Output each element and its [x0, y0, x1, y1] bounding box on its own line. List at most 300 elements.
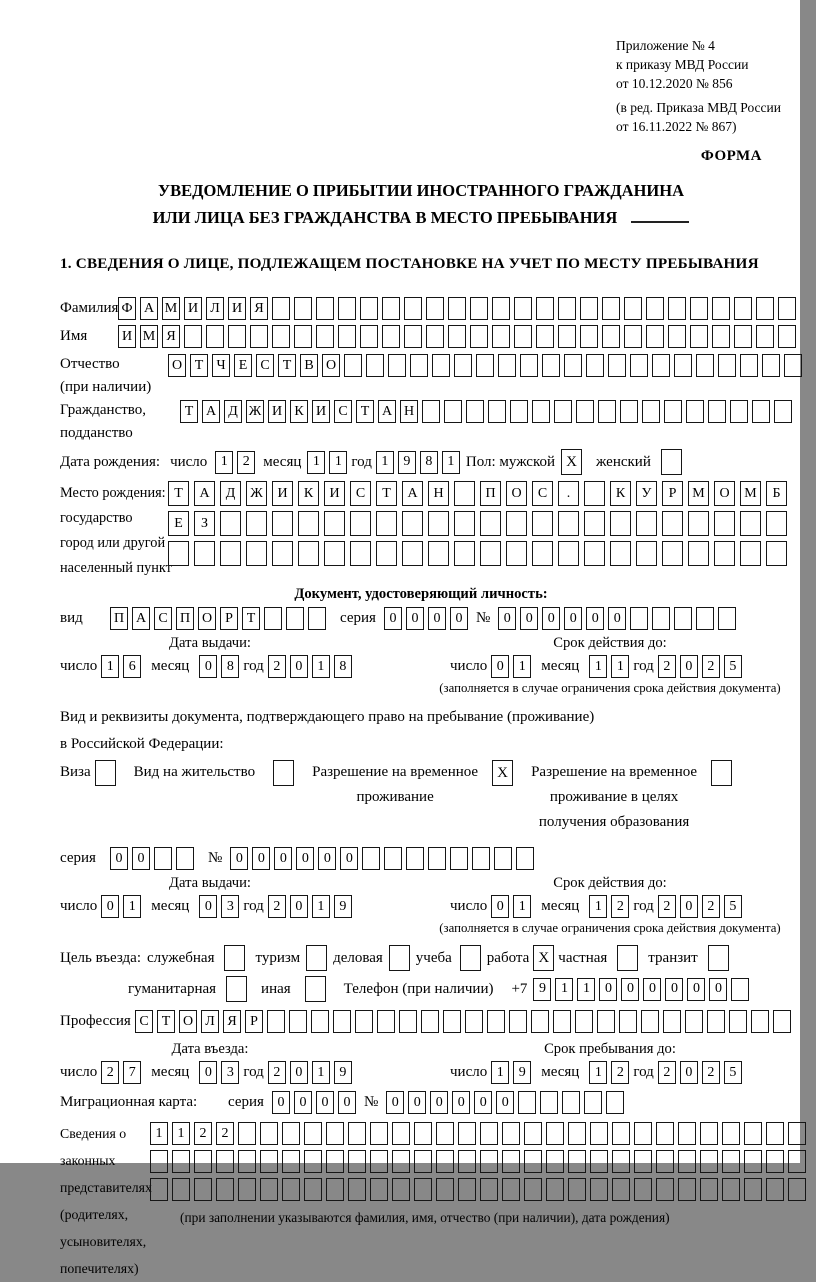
char-cell[interactable] — [641, 1010, 659, 1033]
char-cell[interactable]: 1 — [376, 451, 394, 474]
char-cell[interactable] — [564, 354, 582, 377]
char-cell[interactable] — [766, 1122, 784, 1145]
char-cell[interactable]: 8 — [420, 451, 438, 474]
char-cell[interactable]: О — [168, 354, 186, 377]
char-cell[interactable] — [740, 354, 758, 377]
char-cell[interactable] — [282, 1178, 300, 1201]
char-cell[interactable]: К — [610, 481, 631, 506]
char-cell[interactable] — [620, 400, 638, 423]
char-cell[interactable]: Т — [376, 481, 397, 506]
char-cell[interactable]: 1 — [312, 655, 330, 678]
char-cell[interactable] — [656, 1150, 674, 1173]
char-cell[interactable] — [766, 1178, 784, 1201]
char-cell[interactable] — [436, 1150, 454, 1173]
char-cell[interactable] — [324, 541, 345, 566]
char-cell[interactable] — [540, 1091, 558, 1114]
char-cell[interactable]: И — [268, 400, 286, 423]
char-cell[interactable] — [388, 354, 406, 377]
char-cell[interactable] — [498, 354, 516, 377]
char-cell[interactable] — [454, 541, 475, 566]
char-cell[interactable]: 0 — [680, 655, 698, 678]
char-cell[interactable]: 0 — [498, 607, 516, 630]
char-cell[interactable] — [502, 1150, 520, 1173]
char-cell[interactable] — [652, 607, 670, 630]
char-cell[interactable] — [238, 1122, 256, 1145]
purpose-transit-checkbox[interactable] — [708, 945, 729, 971]
char-cell[interactable] — [606, 1091, 624, 1114]
char-cell[interactable]: И — [272, 481, 293, 506]
char-cell[interactable]: 0 — [586, 607, 604, 630]
char-cell[interactable]: О — [322, 354, 340, 377]
char-cell[interactable] — [700, 1178, 718, 1201]
char-cell[interactable] — [756, 325, 774, 348]
char-cell[interactable] — [568, 1178, 586, 1201]
char-cell[interactable]: 0 — [199, 655, 217, 678]
char-cell[interactable] — [502, 1122, 520, 1145]
char-cell[interactable] — [788, 1178, 806, 1201]
char-cell[interactable]: 1 — [513, 655, 531, 678]
char-cell[interactable] — [338, 297, 356, 320]
char-cell[interactable] — [524, 1150, 542, 1173]
char-cell[interactable]: С — [532, 481, 553, 506]
char-cell[interactable] — [428, 511, 449, 536]
char-cell[interactable]: Т — [242, 607, 260, 630]
char-cell[interactable] — [518, 1091, 536, 1114]
char-cell[interactable] — [480, 511, 501, 536]
char-cell[interactable]: 2 — [194, 1122, 212, 1145]
char-cell[interactable] — [480, 1178, 498, 1201]
char-cell[interactable] — [360, 325, 378, 348]
char-cell[interactable] — [634, 1178, 652, 1201]
char-cell[interactable] — [392, 1178, 410, 1201]
char-cell[interactable] — [316, 297, 334, 320]
char-cell[interactable] — [421, 1010, 439, 1033]
char-cell[interactable] — [382, 297, 400, 320]
char-cell[interactable] — [636, 511, 657, 536]
char-cell[interactable] — [514, 297, 532, 320]
char-cell[interactable] — [584, 541, 605, 566]
char-cell[interactable] — [586, 354, 604, 377]
char-cell[interactable] — [246, 511, 267, 536]
char-cell[interactable] — [590, 1178, 608, 1201]
char-cell[interactable]: 0 — [274, 847, 292, 870]
char-cell[interactable] — [722, 1150, 740, 1173]
char-cell[interactable] — [272, 297, 290, 320]
char-cell[interactable] — [729, 1010, 747, 1033]
char-cell[interactable] — [678, 1178, 696, 1201]
char-cell[interactable]: 0 — [430, 1091, 448, 1114]
char-cell[interactable]: 2 — [268, 655, 286, 678]
char-cell[interactable]: Р — [220, 607, 238, 630]
char-cell[interactable] — [410, 354, 428, 377]
char-cell[interactable] — [778, 297, 796, 320]
char-cell[interactable]: 7 — [123, 1061, 141, 1084]
char-cell[interactable]: 9 — [398, 451, 416, 474]
char-cell[interactable] — [590, 1122, 608, 1145]
char-cell[interactable]: 0 — [496, 1091, 514, 1114]
char-cell[interactable] — [575, 1010, 593, 1033]
char-cell[interactable] — [553, 1010, 571, 1033]
char-cell[interactable]: Т — [157, 1010, 175, 1033]
char-cell[interactable] — [260, 1178, 278, 1201]
char-cell[interactable]: Ч — [212, 354, 230, 377]
char-cell[interactable] — [492, 297, 510, 320]
char-cell[interactable] — [619, 1010, 637, 1033]
char-cell[interactable] — [558, 541, 579, 566]
char-cell[interactable] — [740, 511, 761, 536]
char-cell[interactable]: 0 — [450, 607, 468, 630]
char-cell[interactable] — [751, 1010, 769, 1033]
char-cell[interactable]: 0 — [452, 1091, 470, 1114]
char-cell[interactable] — [662, 541, 683, 566]
char-cell[interactable]: С — [135, 1010, 153, 1033]
char-cell[interactable] — [311, 1010, 329, 1033]
char-cell[interactable] — [700, 1122, 718, 1145]
char-cell[interactable] — [492, 325, 510, 348]
char-cell[interactable]: Т — [190, 354, 208, 377]
char-cell[interactable] — [304, 1122, 322, 1145]
char-cell[interactable] — [428, 847, 446, 870]
char-cell[interactable] — [678, 1122, 696, 1145]
char-cell[interactable] — [740, 541, 761, 566]
char-cell[interactable] — [608, 354, 626, 377]
char-cell[interactable] — [414, 1178, 432, 1201]
char-cell[interactable] — [494, 847, 512, 870]
char-cell[interactable] — [184, 325, 202, 348]
char-cell[interactable] — [272, 541, 293, 566]
char-cell[interactable] — [646, 325, 664, 348]
purpose-humanitarian-checkbox[interactable] — [226, 976, 247, 1002]
char-cell[interactable] — [443, 1010, 461, 1033]
char-cell[interactable]: 0 — [384, 607, 402, 630]
char-cell[interactable] — [458, 1178, 476, 1201]
char-cell[interactable]: А — [378, 400, 396, 423]
char-cell[interactable]: 1 — [101, 655, 119, 678]
char-cell[interactable] — [690, 297, 708, 320]
char-cell[interactable] — [282, 1150, 300, 1173]
char-cell[interactable] — [228, 325, 246, 348]
purpose-work-checkbox[interactable]: X — [533, 945, 554, 971]
char-cell[interactable]: Ж — [246, 400, 264, 423]
char-cell[interactable] — [634, 1122, 652, 1145]
char-cell[interactable] — [150, 1178, 168, 1201]
char-cell[interactable] — [458, 1122, 476, 1145]
char-cell[interactable] — [712, 325, 730, 348]
char-cell[interactable]: 2 — [101, 1061, 119, 1084]
char-cell[interactable] — [752, 400, 770, 423]
char-cell[interactable]: З — [194, 511, 215, 536]
char-cell[interactable]: Я — [250, 297, 268, 320]
char-cell[interactable] — [610, 541, 631, 566]
purpose-study-checkbox[interactable] — [460, 945, 481, 971]
char-cell[interactable] — [404, 325, 422, 348]
char-cell[interactable]: И — [118, 325, 136, 348]
char-cell[interactable] — [220, 511, 241, 536]
char-cell[interactable] — [584, 1091, 602, 1114]
char-cell[interactable]: Ф — [118, 297, 136, 320]
char-cell[interactable] — [326, 1122, 344, 1145]
char-cell[interactable] — [722, 1178, 740, 1201]
char-cell[interactable] — [662, 511, 683, 536]
char-cell[interactable] — [598, 400, 616, 423]
char-cell[interactable]: Е — [234, 354, 252, 377]
char-cell[interactable]: 6 — [123, 655, 141, 678]
sex-female-checkbox[interactable] — [661, 449, 682, 475]
char-cell[interactable] — [448, 297, 466, 320]
char-cell[interactable] — [612, 1150, 630, 1173]
char-cell[interactable] — [355, 1010, 373, 1033]
char-cell[interactable] — [370, 1178, 388, 1201]
char-cell[interactable] — [744, 1178, 762, 1201]
char-cell[interactable] — [718, 354, 736, 377]
char-cell[interactable] — [646, 297, 664, 320]
char-cell[interactable] — [298, 541, 319, 566]
char-cell[interactable]: А — [132, 607, 150, 630]
char-cell[interactable] — [272, 325, 290, 348]
char-cell[interactable]: П — [110, 607, 128, 630]
char-cell[interactable] — [176, 847, 194, 870]
char-cell[interactable] — [172, 1178, 190, 1201]
purpose-official-checkbox[interactable] — [224, 945, 245, 971]
char-cell[interactable] — [260, 1122, 278, 1145]
char-cell[interactable] — [282, 1122, 300, 1145]
char-cell[interactable] — [718, 607, 736, 630]
char-cell[interactable]: И — [324, 481, 345, 506]
purpose-other-checkbox[interactable] — [305, 976, 326, 1002]
char-cell[interactable]: 2 — [702, 1061, 720, 1084]
char-cell[interactable]: 5 — [724, 895, 742, 918]
char-cell[interactable] — [426, 297, 444, 320]
char-cell[interactable]: 2 — [611, 1061, 629, 1084]
char-cell[interactable] — [377, 1010, 395, 1033]
char-cell[interactable] — [568, 1150, 586, 1173]
char-cell[interactable]: О — [714, 481, 735, 506]
char-cell[interactable]: 0 — [709, 978, 727, 1001]
char-cell[interactable]: К — [298, 481, 319, 506]
char-cell[interactable] — [194, 1178, 212, 1201]
char-cell[interactable]: Я — [223, 1010, 241, 1033]
char-cell[interactable] — [656, 1178, 674, 1201]
char-cell[interactable] — [734, 325, 752, 348]
char-cell[interactable]: А — [194, 481, 215, 506]
char-cell[interactable] — [466, 400, 484, 423]
char-cell[interactable]: 0 — [621, 978, 639, 1001]
char-cell[interactable] — [294, 297, 312, 320]
char-cell[interactable]: Р — [245, 1010, 263, 1033]
char-cell[interactable]: А — [402, 481, 423, 506]
char-cell[interactable]: 0 — [316, 1091, 334, 1114]
char-cell[interactable]: 1 — [589, 1061, 607, 1084]
char-cell[interactable] — [690, 325, 708, 348]
char-cell[interactable] — [554, 400, 572, 423]
char-cell[interactable]: 2 — [268, 895, 286, 918]
char-cell[interactable]: 0 — [643, 978, 661, 1001]
char-cell[interactable] — [510, 400, 528, 423]
char-cell[interactable] — [348, 1178, 366, 1201]
char-cell[interactable] — [370, 1122, 388, 1145]
char-cell[interactable] — [472, 847, 490, 870]
char-cell[interactable] — [590, 1150, 608, 1173]
char-cell[interactable] — [686, 400, 704, 423]
char-cell[interactable] — [444, 400, 462, 423]
char-cell[interactable] — [488, 400, 506, 423]
char-cell[interactable] — [360, 297, 378, 320]
char-cell[interactable]: 1 — [442, 451, 460, 474]
char-cell[interactable] — [238, 1150, 256, 1173]
char-cell[interactable] — [392, 1150, 410, 1173]
char-cell[interactable] — [514, 325, 532, 348]
char-cell[interactable]: 8 — [334, 655, 352, 678]
char-cell[interactable]: Р — [662, 481, 683, 506]
char-cell[interactable] — [744, 1122, 762, 1145]
char-cell[interactable] — [731, 978, 749, 1001]
char-cell[interactable] — [382, 325, 400, 348]
char-cell[interactable] — [531, 1010, 549, 1033]
char-cell[interactable]: 1 — [150, 1122, 168, 1145]
char-cell[interactable] — [696, 354, 714, 377]
char-cell[interactable] — [576, 400, 594, 423]
char-cell[interactable] — [668, 325, 686, 348]
char-cell[interactable] — [324, 511, 345, 536]
char-cell[interactable] — [634, 1150, 652, 1173]
char-cell[interactable]: 0 — [408, 1091, 426, 1114]
char-cell[interactable] — [362, 847, 380, 870]
char-cell[interactable] — [402, 541, 423, 566]
char-cell[interactable] — [150, 1150, 168, 1173]
char-cell[interactable] — [674, 607, 692, 630]
char-cell[interactable] — [376, 541, 397, 566]
char-cell[interactable] — [448, 325, 466, 348]
char-cell[interactable] — [546, 1178, 564, 1201]
char-cell[interactable] — [542, 354, 560, 377]
char-cell[interactable] — [450, 847, 468, 870]
char-cell[interactable] — [308, 607, 326, 630]
char-cell[interactable]: 0 — [318, 847, 336, 870]
char-cell[interactable] — [597, 1010, 615, 1033]
char-cell[interactable] — [470, 325, 488, 348]
char-cell[interactable]: 1 — [577, 978, 595, 1001]
char-cell[interactable]: М — [162, 297, 180, 320]
char-cell[interactable]: Д — [224, 400, 242, 423]
char-cell[interactable] — [506, 541, 527, 566]
char-cell[interactable]: 2 — [658, 1061, 676, 1084]
char-cell[interactable] — [524, 1178, 542, 1201]
char-cell[interactable]: О — [198, 607, 216, 630]
char-cell[interactable]: 1 — [589, 895, 607, 918]
char-cell[interactable] — [216, 1178, 234, 1201]
char-cell[interactable] — [502, 1178, 520, 1201]
char-cell[interactable] — [612, 1122, 630, 1145]
char-cell[interactable] — [714, 541, 735, 566]
char-cell[interactable]: 0 — [542, 607, 560, 630]
temp-residence-permit-checkbox[interactable]: X — [492, 760, 513, 786]
char-cell[interactable] — [624, 325, 642, 348]
char-cell[interactable]: М — [740, 481, 761, 506]
char-cell[interactable]: 0 — [290, 655, 308, 678]
char-cell[interactable]: 1 — [491, 1061, 509, 1084]
char-cell[interactable] — [465, 1010, 483, 1033]
char-cell[interactable] — [784, 354, 802, 377]
char-cell[interactable]: 0 — [272, 1091, 290, 1114]
purpose-private-checkbox[interactable] — [617, 945, 638, 971]
char-cell[interactable] — [267, 1010, 285, 1033]
char-cell[interactable]: Е — [168, 511, 189, 536]
char-cell[interactable]: П — [480, 481, 501, 506]
char-cell[interactable]: Я — [162, 325, 180, 348]
char-cell[interactable] — [636, 541, 657, 566]
char-cell[interactable] — [766, 541, 787, 566]
char-cell[interactable] — [712, 297, 730, 320]
char-cell[interactable]: 9 — [513, 1061, 531, 1084]
char-cell[interactable]: 1 — [513, 895, 531, 918]
char-cell[interactable] — [688, 541, 709, 566]
char-cell[interactable] — [546, 1150, 564, 1173]
char-cell[interactable]: П — [176, 607, 194, 630]
char-cell[interactable] — [480, 1150, 498, 1173]
char-cell[interactable]: А — [140, 297, 158, 320]
char-cell[interactable] — [350, 541, 371, 566]
char-cell[interactable] — [685, 1010, 703, 1033]
char-cell[interactable] — [788, 1150, 806, 1173]
char-cell[interactable]: 1 — [312, 895, 330, 918]
char-cell[interactable]: 2 — [702, 655, 720, 678]
char-cell[interactable]: Н — [428, 481, 449, 506]
char-cell[interactable] — [558, 297, 576, 320]
char-cell[interactable] — [546, 1122, 564, 1145]
char-cell[interactable] — [304, 1150, 322, 1173]
char-cell[interactable] — [338, 325, 356, 348]
char-cell[interactable]: 0 — [199, 895, 217, 918]
char-cell[interactable]: 0 — [110, 847, 128, 870]
char-cell[interactable]: 0 — [338, 1091, 356, 1114]
char-cell[interactable] — [264, 607, 282, 630]
char-cell[interactable] — [298, 511, 319, 536]
sex-male-checkbox[interactable]: X — [561, 449, 582, 475]
char-cell[interactable]: 0 — [680, 895, 698, 918]
char-cell[interactable]: 0 — [520, 607, 538, 630]
char-cell[interactable] — [286, 607, 304, 630]
char-cell[interactable] — [778, 325, 796, 348]
char-cell[interactable] — [730, 400, 748, 423]
char-cell[interactable]: 8 — [221, 655, 239, 678]
char-cell[interactable]: . — [558, 481, 579, 506]
char-cell[interactable] — [558, 325, 576, 348]
char-cell[interactable]: У — [636, 481, 657, 506]
char-cell[interactable]: И — [312, 400, 330, 423]
char-cell[interactable] — [470, 297, 488, 320]
char-cell[interactable] — [668, 297, 686, 320]
char-cell[interactable]: 0 — [491, 895, 509, 918]
char-cell[interactable]: Т — [278, 354, 296, 377]
char-cell[interactable] — [220, 541, 241, 566]
edu-residence-permit-checkbox[interactable] — [711, 760, 732, 786]
char-cell[interactable]: 2 — [658, 655, 676, 678]
char-cell[interactable]: 0 — [599, 978, 617, 1001]
char-cell[interactable]: Л — [201, 1010, 219, 1033]
char-cell[interactable] — [663, 1010, 681, 1033]
char-cell[interactable] — [536, 325, 554, 348]
char-cell[interactable] — [348, 1122, 366, 1145]
char-cell[interactable] — [370, 1150, 388, 1173]
char-cell[interactable] — [294, 325, 312, 348]
char-cell[interactable] — [664, 400, 682, 423]
char-cell[interactable]: 1 — [329, 451, 347, 474]
char-cell[interactable]: 2 — [237, 451, 255, 474]
char-cell[interactable] — [612, 1178, 630, 1201]
char-cell[interactable]: 0 — [406, 607, 424, 630]
char-cell[interactable] — [454, 481, 475, 506]
char-cell[interactable] — [602, 325, 620, 348]
